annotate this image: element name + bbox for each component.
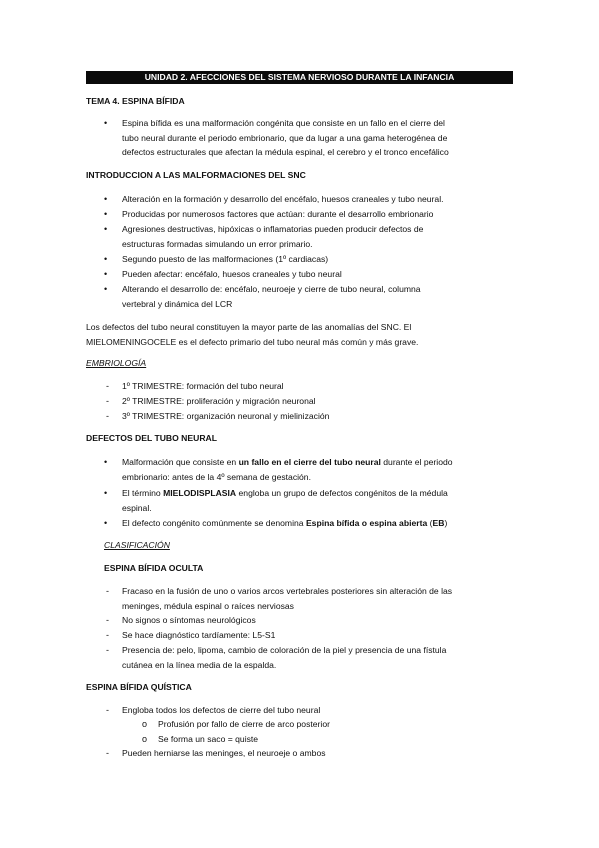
dash-marker [106, 613, 109, 628]
oculta-heading: ESPINA BÍFIDA OCULTA [104, 563, 204, 573]
list-item-line: estructuras formadas simulando un error primario. [122, 238, 313, 249]
circle-marker [142, 732, 147, 747]
defectos-heading: DEFECTOS DEL TUBO NEURAL [86, 433, 217, 443]
topic-title: TEMA 4. ESPINA BÍFIDA [86, 96, 185, 106]
list-item [122, 584, 452, 613]
paragraph-line: Los defectos del tubo neural constituyen la mayor parte de las anomalías del SNC. El [86, 322, 412, 332]
dash-marker [106, 379, 109, 394]
list-item: Pueden afectar: encéfalo, huesos craneales y tubo neural [122, 269, 342, 279]
dash-marker [106, 584, 109, 599]
paragraph [86, 320, 418, 349]
list-item [122, 282, 421, 311]
bullet-marker [104, 516, 107, 531]
list-item: Se hace diagnóstico tardíamente: L5-S1 [122, 630, 276, 640]
unit-banner: UNIDAD 2. AFECCIONES DEL SISTEMA NERVIOSO DURANTE LA INFANCIA [86, 71, 513, 84]
bullet-marker [104, 192, 107, 207]
list-item: El defecto congénito comúnmente se denomina Espina bífida o espina abierta (EB) [122, 518, 448, 528]
intro-line: defectos estructurales que afectan la médula espinal, el cerebro y el tronco encefálico [122, 147, 449, 158]
list-item-line: El término MIELODISPLASIA engloba un grupo de defectos congénitos de la médula [122, 488, 448, 498]
malformaciones-heading: INTRODUCCION A LAS MALFORMACIONES DEL SNC [86, 170, 306, 180]
dash-marker [106, 394, 109, 409]
embriologia-heading: EMBRIOLOGÍA [86, 358, 147, 368]
list-item: 3º TRIMESTRE: organización neuronal y mielinización [122, 411, 330, 421]
bullet-marker [104, 455, 107, 470]
list-item-line: meninges, médula espinal o raíces nerviosas [122, 600, 294, 611]
dash-marker [106, 703, 109, 718]
list-item: No signos o síntomas neurológicos [122, 615, 256, 625]
bullet-marker [104, 282, 107, 297]
list-item: Segundo puesto de las malformaciones (1º cardiacas) [122, 254, 329, 264]
bullet-marker [104, 486, 107, 501]
intro-bullet [122, 116, 449, 160]
list-item-line: Presencia de: pelo, lipoma, cambio de coloración de la piel y presencia de una fístula [122, 645, 447, 655]
sub-list-item: Se forma un saco = quiste [158, 734, 259, 744]
dash-marker [106, 409, 109, 424]
list-item: Producidas por numerosos factores que actúan: durante el desarrollo embrionario [122, 209, 434, 219]
dash-marker [106, 746, 109, 761]
dash-marker [106, 628, 109, 643]
list-item [122, 486, 448, 515]
list-item-line: Alterando el desarrollo de: encéfalo, neuroeje y cierre de tubo neural, columna [122, 284, 421, 294]
list-item [122, 455, 453, 484]
list-item-line: Fracaso en la fusión de uno o varios arcos vertebrales posteriores sin alteración de las [122, 586, 453, 596]
list-item-line: vertebral y dinámica del LCR [122, 298, 233, 309]
list-item-line: Malformación que consiste en un fallo en el cierre del tubo neural durante el periodo [122, 457, 453, 467]
list-item: 2º TRIMESTRE: proliferación y migración neuronal [122, 396, 316, 406]
list-item: Pueden herniarse las meninges, el neuroeje o ambos [122, 748, 326, 758]
intro-line: tubo neural durante el periodo embrionario, que da lugar a una gama heterogénea de [122, 132, 448, 143]
list-item-line: Agresiones destructivas, hipóxicas o inflamatorias pueden producir defectos de [122, 224, 424, 234]
list-item [122, 643, 446, 672]
list-item: 1º TRIMESTRE: formación del tubo neural [122, 381, 284, 391]
dash-marker [106, 643, 109, 658]
paragraph-line: MIELOMENINGOCELE es el defecto primario del tubo neural más común y más grave. [86, 336, 419, 347]
list-item: Alteración en la formación y desarrollo del encéfalo, huesos craneales y tubo neural. [122, 194, 444, 204]
list-item: Engloba todos los defectos de cierre del tubo neural [122, 705, 321, 715]
bullet-marker [104, 222, 107, 237]
intro-line: Espina bífida es una malformación congénita que consiste en un fallo en el cierre del [122, 118, 445, 128]
list-item-line: cutánea en la línea media de la espalda. [122, 659, 277, 670]
list-item-line: embrionario: antes de la 4º semana de gestación. [122, 471, 311, 482]
quistica-heading: ESPINA BÍFIDA QUÍSTICA [86, 682, 192, 692]
clasificacion-heading: CLASIFICACIÓN [104, 540, 170, 550]
sub-list-item: Profusión por fallo de cierre de arco posterior [158, 719, 330, 729]
bullet-marker [104, 267, 107, 282]
bullet-marker [104, 116, 107, 131]
circle-marker [142, 717, 147, 732]
bullet-marker [104, 207, 107, 222]
bullet-marker [104, 252, 107, 267]
list-item [122, 222, 423, 251]
list-item-line: espinal. [122, 502, 152, 513]
